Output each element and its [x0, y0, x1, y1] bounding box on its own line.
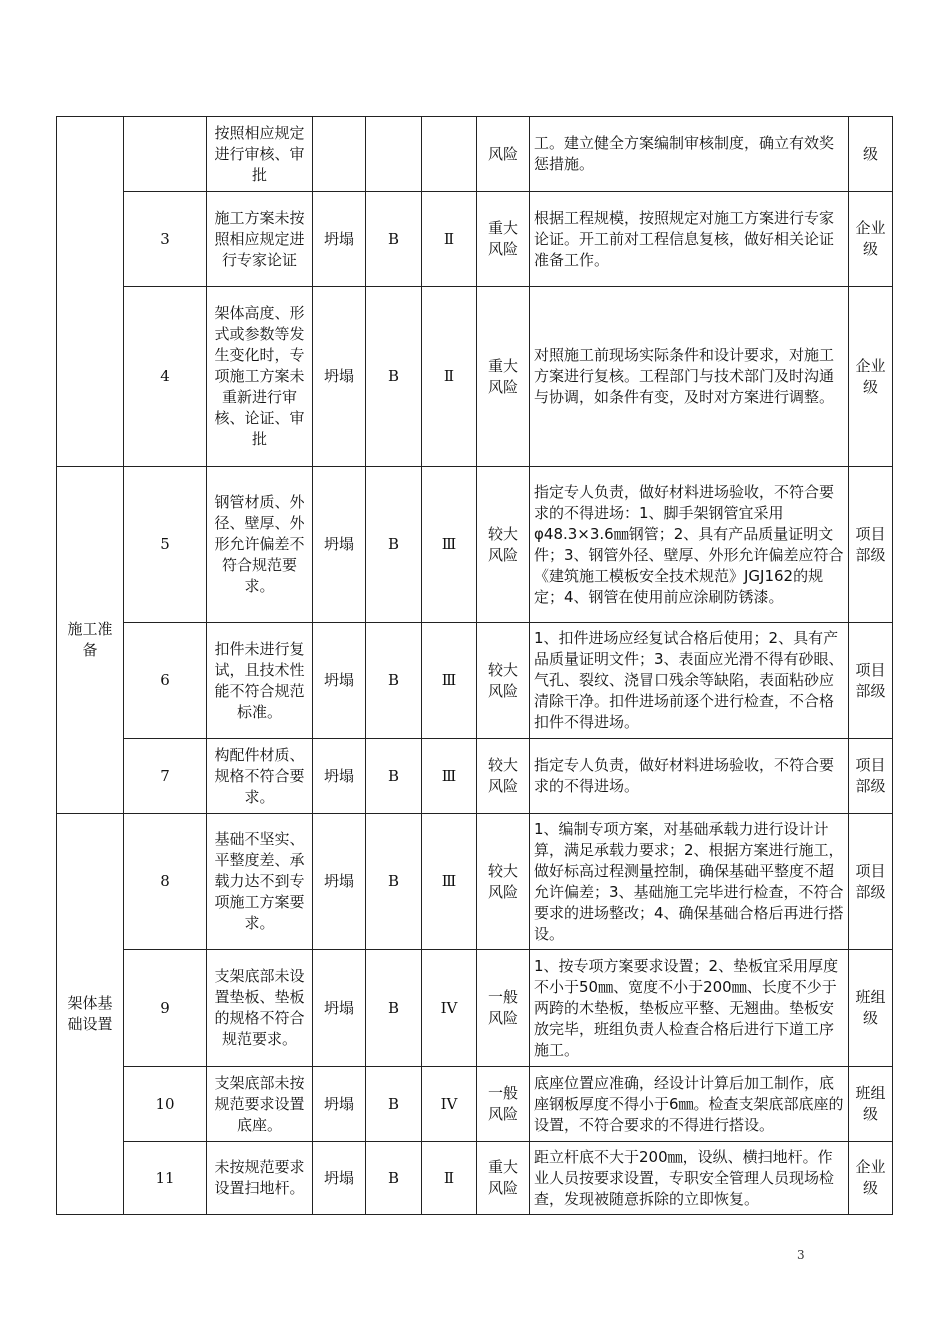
possibility-cell: B	[366, 192, 422, 287]
measure-cell: 1、扣件进场应经复试合格后使用；2、具有产品质量证明文件；3、表面应光滑不得有砂眼、气孔、裂纹、浇冒口残余等缺陷，表面粘砂应清除干净。扣件进场前逐个进行检查，不合格扣件不得进场。	[530, 623, 849, 739]
risk-level-cell: 较大风险	[477, 623, 530, 739]
no-cell: 7	[124, 739, 207, 814]
no-cell: 9	[124, 950, 207, 1067]
no-cell: 10	[124, 1067, 207, 1142]
control-level-cell: 班组级	[849, 950, 893, 1067]
table-row	[57, 1067, 893, 1142]
risk-table	[56, 116, 893, 1215]
measure-cell: 距立杆底不大于200㎜，设纵、横扫地杆。作业人员按要求设置，专职安全管理人员现场检查，发现被随意拆除的立即恢复。	[530, 1142, 849, 1215]
control-level-cell: 项目部级	[849, 467, 893, 623]
measure-cell: 底座位置应准确，经设计计算后加工制作，底座钢板厚度不得小于6㎜。检查支架底部底座的设置，不符合要求的不得进行搭设。	[530, 1067, 849, 1142]
grade-cell	[422, 117, 477, 192]
accident-cell: 坍塌	[313, 192, 366, 287]
grade-cell: Ⅲ	[422, 739, 477, 814]
no-cell	[124, 117, 207, 192]
accident-cell: 坍塌	[313, 1142, 366, 1215]
risk-level-cell: 重大风险	[477, 287, 530, 467]
table-row	[57, 467, 893, 623]
hazard-cell: 构配件材质、规格不符合要求。	[207, 739, 313, 814]
accident-cell: 坍塌	[313, 287, 366, 467]
category-cell	[57, 117, 124, 467]
control-level-cell: 企业级	[849, 1142, 893, 1215]
table-row	[57, 814, 893, 950]
accident-cell: 坍塌	[313, 623, 366, 739]
accident-cell: 坍塌	[313, 467, 366, 623]
possibility-cell: B	[366, 467, 422, 623]
measure-cell: 对照施工前现场实际条件和设计要求，对施工方案进行复核。工程部门与技术部门及时沟通与协调，如条件有变，及时对方案进行调整。	[530, 287, 849, 467]
page-number: 3	[797, 1248, 805, 1262]
hazard-cell: 架体高度、形式或参数等发生变化时，专项施工方案未重新进行审核、论证、审批	[207, 287, 313, 467]
table-row	[57, 739, 893, 814]
hazard-cell: 扣件未进行复试，且技术性能不符合规范标准。	[207, 623, 313, 739]
control-level-cell: 企业级	[849, 287, 893, 467]
accident-cell: 坍塌	[313, 814, 366, 950]
grade-cell: Ⅱ	[422, 1142, 477, 1215]
no-cell: 3	[124, 192, 207, 287]
table-row	[57, 950, 893, 1067]
control-level-cell: 项目部级	[849, 623, 893, 739]
category-cell: 施工准备	[57, 467, 124, 814]
measure-cell: 1、编制专项方案，对基础承载力进行设计计算，满足承载力要求；2、根据方案进行施工，做好标高过程测量控制，确保基础平整度不超允许偏差；3、基础施工完毕进行检查，不符合要求的进场整改；4、确保基础合格后再进行搭设。	[530, 814, 849, 950]
risk-level-cell: 较大风险	[477, 814, 530, 950]
possibility-cell: B	[366, 1142, 422, 1215]
hazard-cell: 支架底部未按规范要求设置底座。	[207, 1067, 313, 1142]
table-row	[57, 287, 893, 467]
no-cell: 11	[124, 1142, 207, 1215]
grade-cell: Ⅲ	[422, 623, 477, 739]
accident-cell: 坍塌	[313, 950, 366, 1067]
measure-cell: 工。建立健全方案编制审核制度，确立有效奖惩措施。	[530, 117, 849, 192]
no-cell: 4	[124, 287, 207, 467]
grade-cell: Ⅱ	[422, 287, 477, 467]
risk-level-cell: 重大风险	[477, 1142, 530, 1215]
risk-level-cell: 较大风险	[477, 739, 530, 814]
table-row	[57, 623, 893, 739]
no-cell: 5	[124, 467, 207, 623]
hazard-cell: 按照相应规定进行审核、审批	[207, 117, 313, 192]
grade-cell: IV	[422, 1067, 477, 1142]
risk-level-cell: 重大风险	[477, 192, 530, 287]
grade-cell: Ⅱ	[422, 192, 477, 287]
no-cell: 8	[124, 814, 207, 950]
category-cell: 架体基础设置	[57, 814, 124, 1215]
control-level-cell: 班组级	[849, 1067, 893, 1142]
measure-cell: 根据工程规模，按照规定对施工方案进行专家论证。开工前对工程信息复核，做好相关论证准备工作。	[530, 192, 849, 287]
measure-cell: 1、按专项方案要求设置；2、垫板宜采用厚度不小于50㎜、宽度不小于200㎜、长度不少于两跨的木垫板，垫板应平整、无翘曲。垫板安放完毕，班组负责人检查合格后进行下道工序施工。	[530, 950, 849, 1067]
possibility-cell: B	[366, 623, 422, 739]
grade-cell: IV	[422, 950, 477, 1067]
table-row	[57, 117, 893, 192]
possibility-cell: B	[366, 814, 422, 950]
measure-cell: 指定专人负责，做好材料进场验收，不符合要求的不得进场：1、脚手架钢管宜采用φ48.3×3.6㎜钢管；2、具有产品质量证明文件；3、钢管外径、壁厚、外形允许偏差应符合《建筑施工模板安全技术规范》JGJ162的规定；4、钢管在使用前应涂刷防锈漆。	[530, 467, 849, 623]
control-level-cell: 级	[849, 117, 893, 192]
risk-level-cell: 一般风险	[477, 950, 530, 1067]
control-level-cell: 项目部级	[849, 814, 893, 950]
possibility-cell: B	[366, 739, 422, 814]
risk-level-cell: 风险	[477, 117, 530, 192]
control-level-cell: 项目部级	[849, 739, 893, 814]
accident-cell: 坍塌	[313, 1067, 366, 1142]
hazard-cell: 支架底部未设置垫板、垫板的规格不符合规范要求。	[207, 950, 313, 1067]
risk-level-cell: 一般风险	[477, 1067, 530, 1142]
no-cell: 6	[124, 623, 207, 739]
measure-cell: 指定专人负责，做好材料进场验收，不符合要求的不得进场。	[530, 739, 849, 814]
possibility-cell: B	[366, 287, 422, 467]
grade-cell: Ⅲ	[422, 814, 477, 950]
hazard-cell: 钢管材质、外径、壁厚、外形允许偏差不符合规范要求。	[207, 467, 313, 623]
grade-cell: Ⅲ	[422, 467, 477, 623]
hazard-cell: 基础不坚实、平整度差、承载力达不到专项施工方案要求。	[207, 814, 313, 950]
possibility-cell: B	[366, 1067, 422, 1142]
risk-level-cell: 较大风险	[477, 467, 530, 623]
table-row	[57, 1142, 893, 1215]
hazard-cell: 未按规范要求设置扫地杆。	[207, 1142, 313, 1215]
accident-cell: 坍塌	[313, 739, 366, 814]
control-level-cell: 企业级	[849, 192, 893, 287]
table-row	[57, 192, 893, 287]
possibility-cell	[366, 117, 422, 192]
hazard-cell: 施工方案未按照相应规定进行专家论证	[207, 192, 313, 287]
possibility-cell: B	[366, 950, 422, 1067]
accident-cell	[313, 117, 366, 192]
